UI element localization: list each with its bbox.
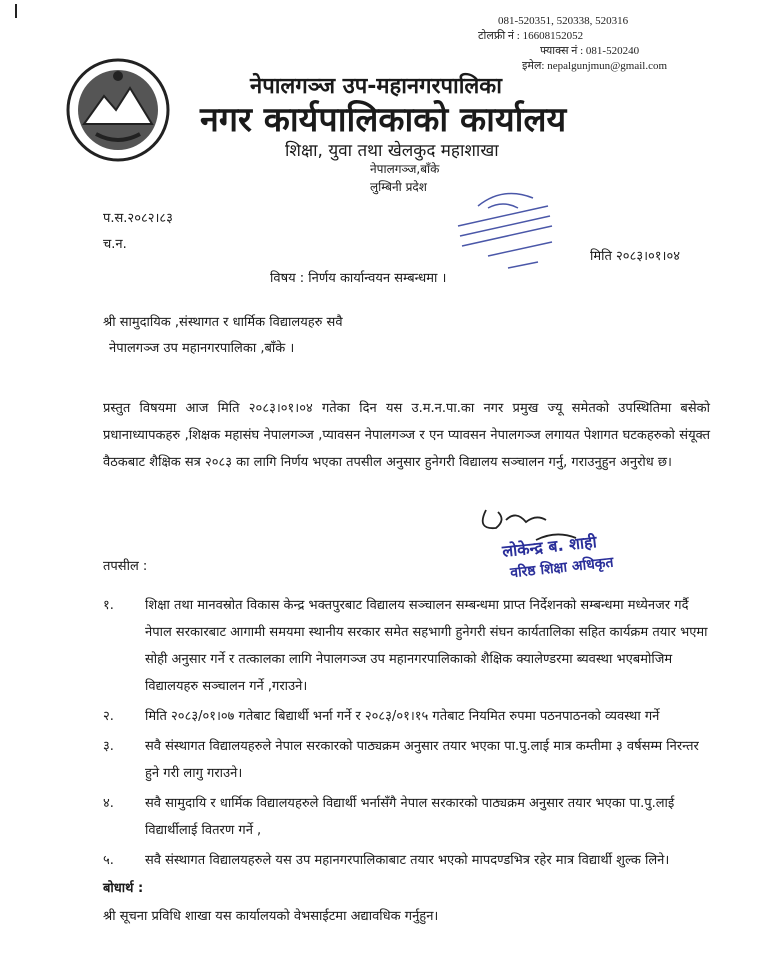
item-number: १. — [103, 598, 114, 613]
contact-info — [478, 14, 667, 74]
item-text: सवै सामुदायि र धार्मिक विद्यालयहरुले विद्यार्थी भर्नासँगै नेपाल सरकारको पाठ्यक्रम अनुसार तयार भएका पा.पु.लाई विद्यार्थीलाई वितरण गर्ने , — [145, 796, 675, 838]
province: लुम्बिनी प्रदेश — [370, 180, 427, 194]
details-label: तपसील : — [103, 559, 148, 574]
item-text: मिति २०८३/०१।०७ गतेबाट बिद्यार्थी भर्ना गर्ने र २०८३/०१।१५ गतेबाट नियमित रुपमा पठनपाठनको व्यवस्था गर्ने — [145, 709, 660, 724]
item-text: सवै संस्थागत विद्यालयहरुले नेपाल सरकारको पाठ्यक्रम अनुसार तयार भएका पा.पु.लाई मात्र कम्तीमा ३ वर्षसम्म निरन्तर हुने गरी लागु गराउने। — [145, 739, 699, 781]
reference-block — [103, 206, 173, 258]
division-name: शिक्षा, युवा तथा खेलकुद महाशाखा — [285, 141, 499, 161]
item-number: ३. — [103, 739, 114, 754]
body-paragraph: प्रस्तुत विषयमा आज मिति २०८३।०१।०४ गतेका दिन यस उ.म.न.पा.का नगर प्रमुख ज्यू समेतको उपस्थितिमा बसेको प्रधानाध्यापकहरु ,शिक्षक महासंघ नेपालगञ्ज ,प्यावसन नेपालगञ्ज र एन प्यावसन नेपालगञ्ज लगायत पेशागत घटकहरुको संयूक्त वैठकबाट शैक्षिक सत्र २०८३ का लागि निर्णय भएका तपसील अनुसार हुनेगरी विद्यालय सञ्चालन गर्नु, गराउनुहुन अनुरोध छ। — [103, 401, 710, 470]
office-location: नेपालगञ्ज,बाँके — [370, 162, 440, 176]
item-text: सवै संस्थागत विद्यालयहरुले यस उप महानगरपालिकाबाट तयार भएको मापदण्डभित्र रहेर मात्र विद्यार्थी शुल्क लिने। — [145, 853, 670, 868]
office-stamp — [448, 186, 558, 274]
item-number: २. — [103, 709, 114, 724]
letter-date: मिति २०८३।०१।०४ — [590, 249, 680, 264]
list-item — [103, 703, 713, 730]
list-item — [103, 733, 713, 787]
addressee-line: श्री सामुदायिक ,संस्थागत र धार्मिक विद्यालयहरु सवै — [103, 315, 343, 330]
item-number: ५. — [103, 853, 114, 868]
email: इमेल: nepalgunjmun@gmail.com — [522, 60, 668, 72]
nepal-emblem-logo — [66, 58, 170, 162]
cc-label: बोधार्थ : — [103, 881, 144, 896]
addressee-line: नेपालगञ्ज उप महानगरपालिका ,बाँके । — [109, 341, 295, 356]
phone-numbers: 081-520351, 520338, 520316 — [498, 15, 629, 27]
signatory-title: वरिष्ठ शिक्षा अधिकृत — [509, 554, 615, 582]
list-item — [103, 790, 713, 844]
scan-mark — [15, 4, 17, 18]
dispatch-number: च.न. — [103, 237, 127, 252]
list-item — [103, 592, 713, 700]
list-item — [103, 847, 713, 874]
tollfree-number: टोलफ्री नं : 16608152052 — [478, 30, 584, 42]
details-list — [103, 592, 713, 877]
office-name: नगर कार्यपालिकाको कार्यालय — [200, 100, 567, 140]
signatory-name: लोकेन्द्र ब. शाही — [501, 532, 598, 561]
subject-line: विषय : निर्णय कार्यान्वयन सम्बन्धमा । — [270, 271, 447, 286]
letter-number: प.स.२०८२।८३ — [103, 211, 173, 226]
addressee — [103, 310, 343, 362]
item-number: ४. — [103, 796, 114, 811]
municipality-name: नेपालगञ्ज उप-महानगरपालिका — [250, 74, 502, 99]
fax-number: फ्याक्स नं : 081-520240 — [540, 45, 640, 57]
cc-recipient: श्री सूचना प्रविधि शाखा यस कार्यालयको वेभसाईटमा अद्यावधिक गर्नुहुन। — [103, 909, 439, 924]
item-text: शिक्षा तथा मानवस्रोत विकास केन्द्र भक्तपुरबाट विद्यालय सञ्चालन सम्बन्धमा प्राप्त निर्देशनको सम्बन्धमा मध्येनजर गर्दै नेपाल सरकारबाट आगामी समयमा स्थानीय सरकार समेत सहभागी हुनेगरी संघन कार्यतालिका सहित कार्यक्रम तयार भएमा सोही अनुसार गर्ने र तत्कालका लागि नेपालगञ्ज उप महानगरपालिकाको शैक्षिक क्यालेण्डरमा ब्यवस्था भएबमोजिम विद्यालयहरु सञ्चालन गर्ने ,गराउने। — [145, 598, 708, 694]
